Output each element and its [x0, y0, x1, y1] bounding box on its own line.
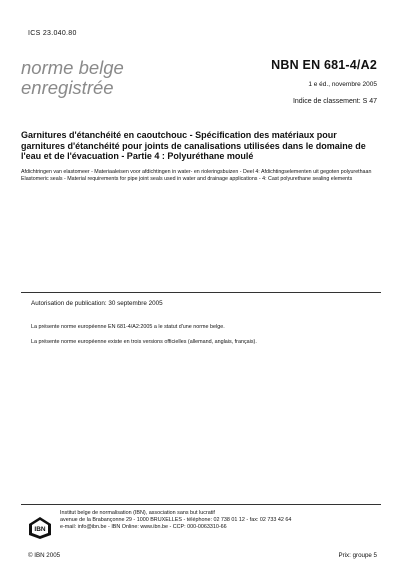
brand-title: [21, 58, 124, 98]
publisher-line-2: avenue de la Brabançonne 29 - 1000 BRUXELLES - téléphone: 02 738 01 12 - fax: 02 733 42 64: [60, 516, 292, 523]
ibn-logo: [28, 516, 52, 540]
ibn-logo-graphic: [28, 516, 52, 540]
edition-date: 1 e éd., novembre 2005: [308, 81, 377, 88]
publisher-line-1: Institut belge de normalisation (IBN), association sans but lucratif: [60, 510, 215, 516]
brand-line-1: norme belge: [21, 57, 124, 78]
copyright: © IBN 2005: [28, 552, 61, 559]
logo-text: IBN: [34, 526, 46, 533]
standard-number: NBN EN 681-4/A2: [271, 58, 377, 72]
note-status: La présente norme européenne EN 681-4/A2:2005 a le statut d'une norme belge.: [31, 324, 225, 330]
publisher-line-3: e-mail: info@ibn.be - IBN Online: www.ibn.be - CCP: 000-0063310-66: [60, 523, 227, 530]
alt-title-en: Elastomeric seals - Material requirements for pipe joint seals used in water and drainage applications - 4: Cast polyurethane sealing elements: [21, 175, 353, 182]
brand-line-2: enregistrée: [21, 77, 114, 98]
ics-code: ICS 23.040.80: [28, 30, 77, 37]
publication-authorization: Autorisation de publication: 30 septembre 2005: [31, 300, 163, 307]
alternate-titles: [21, 169, 381, 182]
status-notes: [31, 324, 371, 353]
note-versions: La présente norme européenne existe en trois versions officielles (allemand, anglais, français).: [31, 338, 257, 345]
alt-title-nl: Afdichtringen van elastomeer - Materiaaleisen voor afdichtingen in water- en rioleringsbuizen - Deel 4: Afdichtingselementen uit gegoten polyurethaan: [21, 169, 372, 175]
price-group: Prix: groupe 5: [338, 552, 377, 559]
divider: [21, 504, 381, 505]
divider: [21, 292, 381, 293]
document-title: Garnitures d'étanchéité en caoutchouc - Spécification des matériaux pour garnitures d'étanchéité pour joints de canalisations utilisées dans le domaine de l'eau et de l'évacuation - Partie 4 : Polyuréthane moulé: [21, 130, 366, 161]
publisher-info: [60, 510, 380, 530]
classification-index: Indice de classement: S 47: [292, 98, 377, 105]
